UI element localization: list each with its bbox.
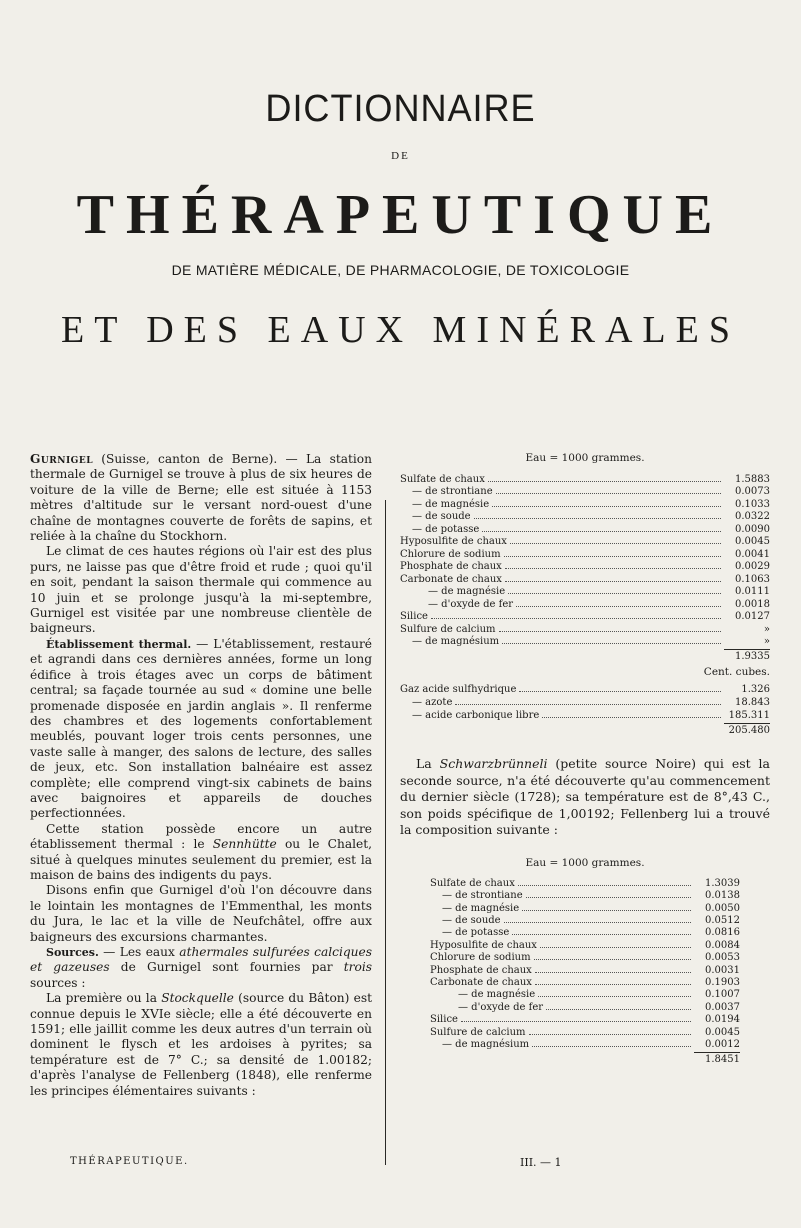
dot-leader — [455, 704, 721, 705]
dot-leader — [526, 897, 691, 898]
row-label: Chlorure de sodium — [400, 548, 501, 560]
dot-leader — [508, 593, 721, 594]
paragraph-gurnigel — [30, 452, 372, 544]
gas-total: 205.480 — [724, 723, 770, 736]
row-label: Sulfate de chaux — [430, 877, 515, 889]
row-value: 0.0012 — [705, 1038, 740, 1050]
table1-total-row — [400, 649, 770, 662]
composition-row — [400, 585, 770, 598]
row-value: 0.0138 — [705, 890, 740, 902]
section-head: Sources. — [46, 946, 99, 959]
row-value: 0.0018 — [735, 598, 770, 610]
composition-row — [430, 951, 740, 963]
row-label: — de magnésie — [458, 989, 536, 1001]
paragraph-stockquelle — [30, 991, 372, 1099]
composition-row — [400, 635, 770, 648]
dot-leader — [538, 996, 691, 997]
text-run: Cette station possède encore un autre établissement thermal : le — [30, 821, 372, 852]
row-label: — de potasse — [412, 523, 480, 535]
row-value: 0.0194 — [705, 1014, 740, 1026]
dot-leader — [532, 1046, 691, 1047]
composition-row — [400, 597, 770, 610]
row-value: 1.3039 — [705, 877, 740, 889]
composition-row — [430, 976, 740, 988]
dot-leader — [518, 885, 691, 886]
composition-row — [400, 535, 770, 548]
composition-row — [430, 1000, 740, 1012]
text-run: (source du Bâton) est connue depuis le XVIe siècle; elle a été découverte en 1591; elle jaillit comme les deux autres d'un terrain où dominent le flysch et les ardoises à pyrites; sa température est de 7° C.; sa densité de 1.00182; d'après l'analyse de Fellenberg (1848), elle renferme les principes élémentaires suivants : — [30, 991, 372, 1098]
paragraph-schwarzbrunneli — [400, 756, 770, 839]
dot-leader — [504, 922, 691, 923]
row-label: — de magnésie — [442, 902, 520, 914]
row-label: Hyposulfite de chaux — [400, 536, 507, 547]
dot-leader — [482, 531, 721, 532]
row-value: 0.0029 — [735, 561, 770, 572]
italic-run: Schwarzbrünneli — [439, 756, 548, 771]
dot-leader — [535, 972, 691, 973]
dot-leader — [474, 518, 721, 519]
subtitle-eaux: ET DES EAUX MINÉRALES — [60, 309, 740, 351]
composition-table-1 — [400, 472, 770, 647]
section-head: Établissement thermal. — [46, 637, 192, 651]
composition-row — [400, 695, 770, 708]
dot-leader — [504, 556, 721, 557]
table1-title: Eau = 1000 grammes. — [525, 452, 645, 464]
row-value: 0.1903 — [705, 977, 740, 989]
italic-run: trois — [343, 960, 372, 975]
gas-table — [400, 682, 770, 721]
entry-text: (Suisse, canton de Berne). — La station thermale de Gurnigel se trouve à plus de six heures de voiture de la ville de Berne; elle est située à 1153 mètres d'altitude sur le versant nord-ouest d'une chaîne de montagnes couverte de forêts de sapins, et reliée à la chaîne du Stockhorn. — [30, 452, 372, 544]
text-run: (petite source Noire) qui est la seconde source, n'a été découverte qu'au commencement du dernier siècle (1728); sa température est de 8°,43 C., son poids spécifique de 1,00192; Fellenberg lui a trouvé la composition suivante : — [400, 756, 771, 837]
row-value: 0.0031 — [705, 964, 740, 976]
dot-leader — [496, 493, 721, 494]
dot-leader — [540, 947, 691, 948]
row-value: 0.0037 — [705, 1001, 740, 1013]
composition-row — [430, 963, 740, 975]
row-label: Phosphate de chaux — [400, 561, 502, 572]
paragraph-climat: Le climat de ces hautes régions où l'air est des plus purs, ne laisse pas que d'être froid et rude ; quoi qu'il en soit, pendant la saison thermale qui commence au 10 juin et se prolonge jusqu'à la mi-septembre, Gurnigel est visitée par une nombreuse clientèle de baigneurs. — [30, 544, 372, 636]
row-label: — de potasse — [442, 927, 510, 939]
row-value: 1.5883 — [735, 473, 770, 485]
composition-row — [400, 682, 770, 695]
composition-row — [430, 877, 740, 889]
dot-leader — [522, 910, 691, 911]
composition-row — [430, 988, 740, 1000]
composition-row — [400, 622, 770, 635]
dot-leader — [461, 1021, 691, 1022]
composition-row — [400, 522, 770, 535]
row-value: 0.1063 — [735, 573, 770, 585]
row-label: — de magnésium — [412, 636, 500, 647]
row-value: 0.0045 — [735, 536, 770, 547]
row-value: 0.0127 — [735, 611, 770, 622]
row-label: — de soude — [412, 511, 471, 522]
dot-leader — [488, 481, 721, 482]
composition-row — [400, 510, 770, 523]
row-label: — acide carbonique libre — [412, 710, 540, 721]
italic-run: Sennhütte — [212, 837, 277, 852]
row-value: 0.0816 — [705, 927, 740, 939]
composition-row — [400, 572, 770, 585]
table2-total-row — [400, 1052, 770, 1065]
paragraph-etablissement — [30, 637, 372, 822]
composition-row — [400, 610, 770, 623]
row-value: 0.0322 — [735, 511, 770, 522]
text-run: La — [416, 756, 440, 771]
composition-row — [400, 497, 770, 510]
text-run: ou le Chalet, situé à quelques minutes seulement du premier, est la maison de bains des indigents du pays. — [30, 837, 372, 882]
dot-leader — [529, 1034, 692, 1035]
dot-leader — [492, 506, 721, 507]
italic-run: athermales sulfurées calciques et gazeuses — [30, 945, 373, 975]
composition-row — [430, 914, 740, 926]
row-value: 0.0053 — [705, 952, 740, 964]
row-label: Silice — [430, 1014, 458, 1026]
row-label: Silice — [400, 611, 428, 622]
left-column — [30, 452, 372, 1099]
dot-leader — [505, 581, 721, 582]
row-value: 0.1033 — [735, 498, 770, 510]
row-label: Sulfure de calcium — [400, 623, 496, 635]
row-label: Carbonate de chaux — [430, 977, 532, 989]
dot-leader — [534, 959, 691, 960]
composition-row — [430, 938, 740, 950]
dictionary-title: DICTIONNAIRE — [265, 88, 536, 130]
row-label: Sulfate de chaux — [400, 473, 485, 485]
entry-head: Gurnigel — [30, 452, 94, 466]
row-label: Gaz acide sulfhydrique — [400, 684, 517, 695]
paragraph-sources — [30, 945, 372, 991]
therapeutique-title: THÉRAPEUTIQUE — [76, 184, 725, 246]
row-value: 185.311 — [728, 710, 770, 721]
italic-run: Stockquelle — [161, 991, 234, 1006]
table2-total: 1.8451 — [694, 1052, 740, 1065]
composition-row — [400, 485, 770, 498]
row-value: 0.0050 — [705, 902, 740, 914]
row-label: — de magnésie — [412, 498, 490, 510]
dot-leader — [512, 934, 691, 935]
composition-row — [430, 889, 740, 901]
dot-leader — [502, 643, 721, 644]
footer-left: THÉRAPEUTIQUE. — [70, 1156, 189, 1167]
row-value: » — [763, 623, 770, 635]
row-label: Chlorure de sodium — [430, 952, 531, 964]
row-value: 0.0084 — [705, 939, 740, 951]
text-run: de Gurnigel sont fournies par — [109, 960, 344, 975]
composition-row — [430, 1013, 740, 1025]
table2-title: Eau = 1000 grammes. — [525, 856, 645, 869]
composition-row — [400, 560, 770, 573]
row-value: » — [763, 636, 770, 647]
row-label: — d'oxyde de fer — [428, 598, 514, 610]
row-label: Sulfure de calcium — [430, 1026, 526, 1038]
row-value: 0.0041 — [735, 548, 770, 560]
column-divider — [385, 500, 386, 1165]
row-value: 18.843 — [735, 697, 770, 708]
row-value: 0.1007 — [705, 989, 740, 1001]
text-run: La première ou la — [46, 991, 162, 1006]
row-value: 0.0073 — [735, 486, 770, 497]
row-value: 0.0045 — [705, 1026, 740, 1038]
composition-row — [400, 708, 770, 721]
section-text: — L'établissement, restauré et agrandi dans ces dernières années, forme un long édifice à trois étages avec un corps de bâtiment central; sa façade tournée au sud « domine une belle promenade disposée en jardin anglais ». Il renferme des chambres et des logements confortablement meublés, pouvant loger trois cents personnes, une vaste salle à manger, des salons de lecture, des salles de jeux, etc. Son installation balnéaire est assez complète; elle comprend vingt-six cabinets de bains avec baignoires et appareils de douches perfectionnées. — [30, 636, 372, 821]
row-value: 0.0090 — [735, 523, 770, 535]
row-label: — de magnésie — [428, 586, 506, 597]
composition-row — [400, 472, 770, 485]
footer-right: III. — 1 — [520, 1156, 562, 1169]
row-label: Phosphate de chaux — [430, 964, 532, 976]
dot-leader — [499, 631, 722, 632]
dot-leader — [535, 984, 691, 985]
composition-row — [430, 926, 740, 938]
composition-table-2 — [400, 877, 770, 1050]
composition-row — [430, 1038, 740, 1050]
composition-row — [400, 547, 770, 560]
row-label: — de magnésium — [442, 1038, 530, 1050]
row-label: — azote — [412, 697, 453, 708]
dot-leader — [431, 618, 721, 619]
dot-leader — [519, 691, 721, 692]
row-value: 0.0111 — [735, 586, 770, 597]
row-label: — de strontiane — [442, 890, 523, 902]
row-label: — de soude — [442, 915, 501, 927]
subtitle-matiere: DE MATIÈRE MÉDICALE, DE PHARMACOLOGIE, DE TOXICOLOGIE — [171, 262, 630, 278]
row-label: Hyposulfite de chaux — [430, 939, 537, 951]
row-label: — de strontiane — [412, 486, 493, 497]
dot-leader — [505, 568, 721, 569]
row-label: — d'oxyde de fer — [458, 1001, 544, 1013]
row-value: 0.0512 — [705, 915, 740, 927]
paragraph-sennhutte — [30, 822, 372, 884]
table1-total: 1.9335 — [724, 649, 770, 662]
right-column — [400, 452, 770, 1065]
title-de: DE — [391, 150, 410, 162]
text-run: — Les eaux — [98, 945, 180, 959]
composition-row — [430, 901, 740, 913]
text-run: sources : — [30, 975, 86, 990]
composition-row — [430, 1025, 740, 1037]
dot-leader — [510, 543, 721, 544]
gas-total-row — [400, 723, 770, 736]
dot-leader — [542, 717, 721, 718]
paragraph-excursions: Disons enfin que Gurnigel d'où l'on découvre dans le lointain les montagnes de l'Emmenthal, les monts du Jura, le lac et la ville de Neufchâtel, offre aux baigneurs des excursions charmantes. — [30, 883, 372, 944]
dot-leader — [546, 1009, 691, 1010]
row-label: Carbonate de chaux — [400, 573, 502, 585]
row-value: 1.326 — [741, 684, 770, 695]
dot-leader — [516, 606, 721, 607]
gas-title: Cent. cubes. — [703, 666, 770, 678]
